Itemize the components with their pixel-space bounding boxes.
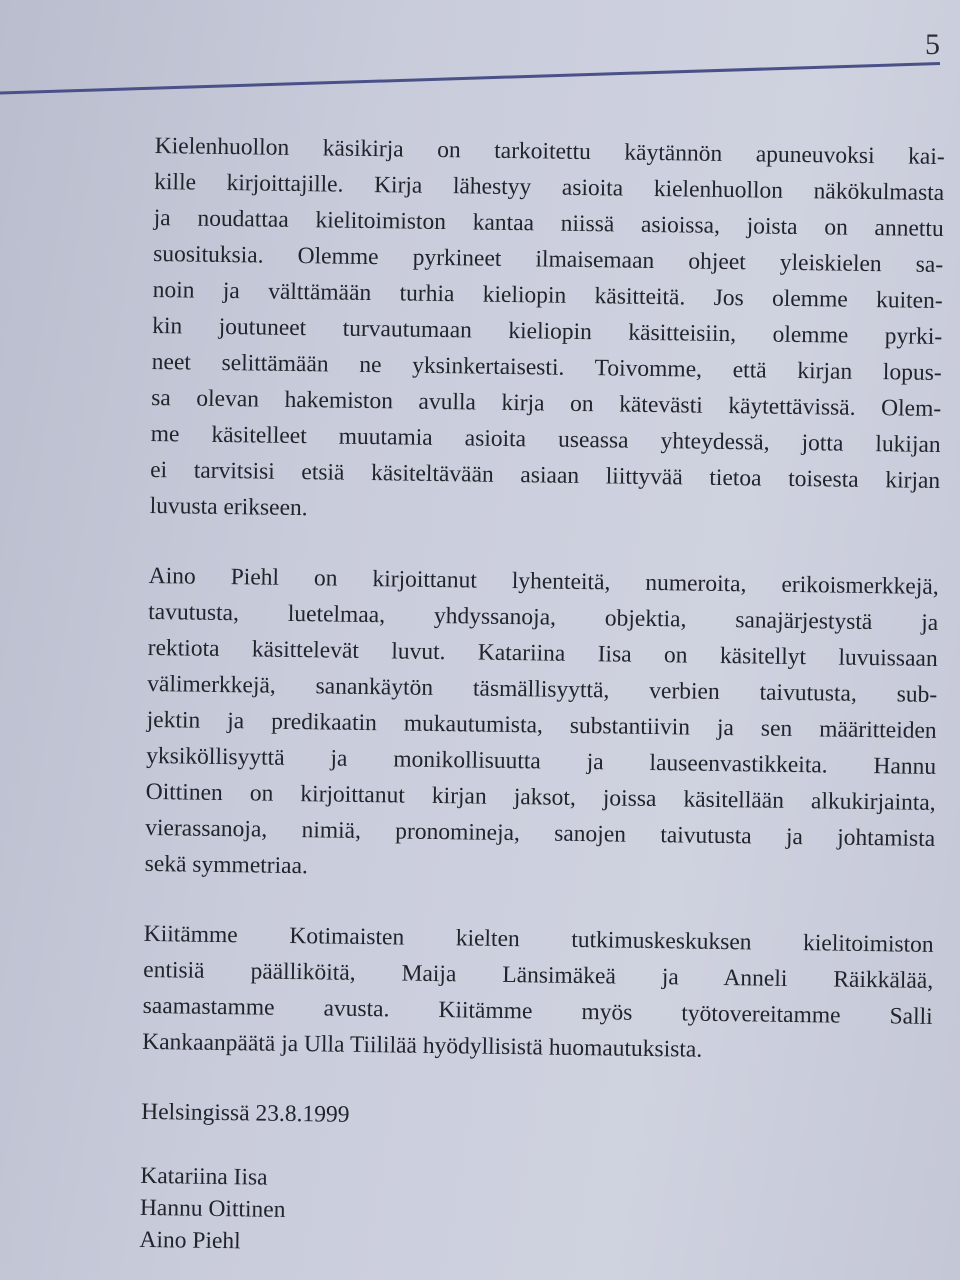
place-date: Helsingissä 23.8.1999 [141,1098,350,1128]
text-line: Aino Piehl on kirjoittanut lyhenteitä, numeroita, erikoismerkkejä, [148,562,939,600]
page-number: 5 [925,28,940,61]
text-line: saamastamme avusta. Kiitämme myös työtovereitamme Salli [142,992,933,1030]
text-line: vierassanoja, nimiä, pronomineja, sanojen taivutusta ja johtamista [145,814,936,852]
text-line: kille kirjoittajille. Kirja lähestyy asioita kielenhuollon näkökulmasta [154,168,945,207]
text-line: noin ja välttämään turhia kieliopin käsitteitä. Jos olemme kuiten- [152,276,943,315]
text-line: välimerkkejä, sanankäytön täsmällisyyttä, verbien taivutusta, sub- [147,670,938,708]
text-line: Kielenhuollon käsikirja on tarkoitettu käytännön apuneuvoksi kai- [154,132,945,171]
signature-name: Hannu Oittinen [139,1194,286,1223]
text-line: yksiköllisyyttä ja monikollisuutta ja lauseenvastikkeita. Hannu [146,742,937,780]
text-line: me käsitelleet muutamia asioita useassa yhteydessä, jotta lukijan [150,420,941,458]
text-line: rektiota käsittelevät luvut. Katariina Iisa on käsitellyt luvuissaan [147,634,938,672]
text-line: Kiitämme Kotimaisten kielten tutkimuskeskuksen kielitoimiston [143,920,934,958]
paragraph-2 [144,558,938,893]
signatures [139,1160,930,1267]
text-line: ei tarvitsisi etsiä käsiteltävään asiaan liittyvää tietoa toisesta kirjan [150,456,941,494]
text-line: tavutusta, luetelmaa, yhdyssanoja, objektia, sanajärjestystä ja [148,598,939,636]
signature-name: Katariina Iisa [140,1162,268,1191]
text-line: suosituksia. Olemme pyrkineet ilmaisemaan ohjeet yleiskielen sa- [153,240,944,279]
paragraph-1 [149,128,944,535]
header-rule [0,62,940,95]
paragraph-3 [142,916,934,1071]
text-line: sekä symmetriaa. [144,850,309,880]
text-line: kin joutuneet turvautumaan kieliopin käsitteisiin, olemme pyrki- [152,312,943,351]
preface-text [139,128,945,1267]
signature-name: Aino Piehl [139,1226,241,1255]
text-line: luvusta erikseen. [149,492,308,522]
text-line: sa olevan hakemiston avulla kirja on kätevästi käytettävissä. Olem- [151,384,942,423]
text-line: entisiä päälliköitä, Maija Länsimäkeä ja Anneli Räikkälää, [143,956,934,994]
text-line: neet selittämään ne yksinkertaisesti. Toivomme, että kirjan lopus- [151,348,942,387]
text-line: jektin ja predikaatin mukautumista, substantiivin ja sen määritteiden [146,706,937,744]
text-line: ja noudattaa kielitoimiston kantaa niissä asioissa, joista on annettu [153,204,944,243]
text-line: Oittinen on kirjoittanut kirjan jaksot, joissa käsitellään alkukirjainta, [145,778,936,816]
text-line: Kankaanpäätä ja Ulla Tiililää hyödyllisistä huomautuksista. [142,1028,703,1063]
